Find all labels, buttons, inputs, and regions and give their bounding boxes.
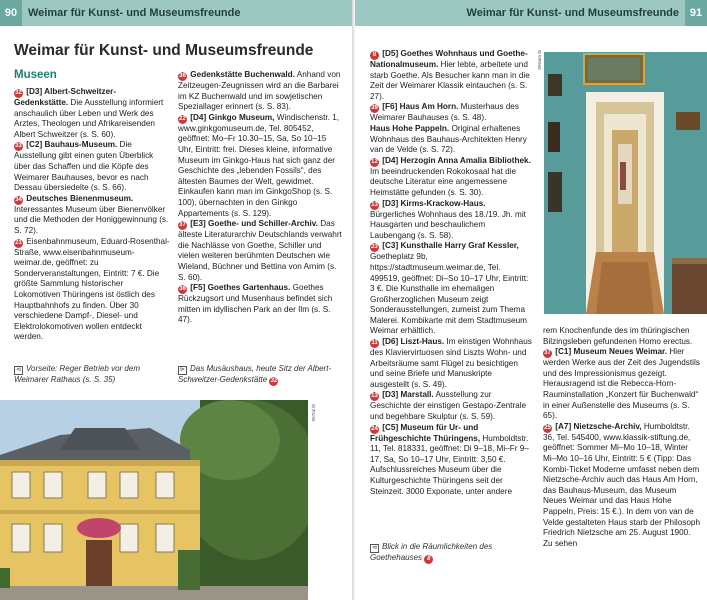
entry-heading: [C3] Kunsthalle Harry Graf Kessler, (382, 241, 519, 251)
text-column-2 (178, 70, 342, 326)
entry (370, 156, 532, 199)
entry-body: Interessantes Museum über Bienenvölker und die Methoden der Honiggewinnung (s. S. 72). (14, 204, 169, 235)
entry-body: Im beeindruckenden Rokokosaal hat die deutsche Literatur eine angemessene Heimstätte gefunden (s. S. 30). (370, 166, 517, 197)
caption-text: Vorseite: Reger Betrieb vor dem Weimarer Rathaus (s. S. 35) (14, 364, 140, 384)
caption-text: Blick in die Räumlichkeiten des Goethehauses (370, 542, 493, 562)
marker-badge: 34 (15, 196, 22, 203)
photo-goethehaus-interior (544, 52, 707, 314)
entry-body: Die Ausstellung informiert anschaulich über Leben und Werk des Arztes, Theologen und Afrikareisenden Albert Schweitzer (s. S. 60). (14, 98, 164, 139)
entry-body: Musterhaus des Weimarer Bauhauses (s. S. 48). (370, 102, 519, 123)
marker-badge: 39 (371, 105, 378, 112)
entry-body: Goethes Rückzugsort und Musenhaus befindet sich mitten im idyllischen Park an der Ilm (s. S. 47). (178, 283, 333, 325)
photo-musaeushaus (0, 400, 308, 600)
marker-badge: 22 (179, 115, 186, 122)
entry (178, 70, 342, 113)
page-number-right: 91 (685, 0, 707, 26)
section-heading: Museen (14, 69, 57, 81)
entry-body: Goetheplatz 9b, https://stadtmuseum.weimar.de, Tel. 499519, geöffnet: Di–So 10–17 Uhr, Eintritt: 3 €. Die Kunsthalle im ehemaligen Großherzoglichen Museum zeigt Sonderausstellungen, zumeist zum Thema Malerei. Kombikarte mit dem Stadtmuseum Weimar erhältlich. (370, 252, 529, 336)
entry-heading: Deutsches Bienenmuseum. (26, 193, 134, 203)
book-gutter (352, 0, 355, 600)
entry-body: Das älteste Literaturarchiv Deutschlands verwahrt die Nachlässe von Goethe, Schiller und vielen weiteren berühmten Deutschen wie Wieland, Büchner und Bettina von Arnim (s. S. 60). (178, 219, 342, 282)
entry (543, 326, 701, 347)
text-column-1 (14, 87, 170, 343)
entry (178, 113, 342, 219)
entry (370, 390, 532, 422)
entry-heading: [D4] Ginkgo Museum, (190, 112, 275, 122)
marker-badge: 23 (371, 244, 378, 251)
entry-body: Humboldtstr. 36, Tel. 545400, www.klassik-stiftung.de, geöffnet: Sommer Mi–Mo 10–18, Winter Mi–Mo 10–16 Uhr, Eintritt: 5 € (Tipp: Das Kombi-Ticket Moderne umfasst neben dem Nietzsche-Archiv auch das Haus Am Horn, das Bauhaus-Museum, das Museum Neues Weimar und das Haus Hohe Pappeln, Preis: 15 €.). In dem von van de Velde gestalteten Haus starb der Philosoph Friedrich Nietzsche am 25. August 1900. Zu sehen (543, 421, 701, 548)
photo-credit-right: 095wm tb (537, 50, 542, 70)
entry-body: rem Knochenfunde des im thüringischen Bilzingsleben gefundenen Homo erectus. (543, 326, 693, 346)
house-illustration (0, 400, 308, 600)
entry-body: Im einstigen Wohnhaus des Klaviervirtuosen sind Liszts Wohn- und Arbeitsräume samt Flügel zu besichtigen und seine Briefe und Manuskripte ausgestellt (s. S. 49). (370, 337, 532, 389)
entry-body: Humboldtstr. 11, Tel. 818331, geöffnet: Di 9–18, Mi–Fr 9–17, Sa, So 10–17 Uhr, Eintritt: 3,50 €. Aufschlussreiches Museum über die Kulturgeschichte Thüringens seit der Steinzeit. 3000 Exponate, unter andere (370, 433, 529, 496)
marker-badge: 8 (424, 555, 433, 564)
entry-body: Windischenstr. 1, www.ginkgomuseum.de, Tel. 805452, geöffnet: Mo–Fr 10.30–15, Sa, So 10–15 Uhr, Eintritt: frei. Dieses kleine, informative Museum im Ginkgo-Haus hat sich ganz der Geschichte des „lebenden Fossils“, des ältesten Baumes der Welt, gewidmet. Einkaufen kann man im GinkgoShop (s. S. 100), übernachten in den Ginkgo Appartements (s. S. 129). (178, 112, 340, 218)
entry (370, 124, 532, 156)
entry-body: Ausstellung zur Geschichte der einstigen Gestapo-Zentrale und begehbare Skulptur (s. S. 59). (370, 390, 527, 422)
marker-badge: 21 (15, 239, 22, 246)
marker-badge: 36 (179, 73, 186, 79)
entry (370, 49, 532, 102)
entry (178, 283, 342, 326)
entry-body: Anhand von Zeitzeugen-Zeugnissen wird an die Barbarei im KZ Buchenwald und im sowjetischen Speziallager erinnert (s. S. 83). (178, 70, 341, 112)
entry-heading: Haus Hohe Pappeln. (370, 123, 450, 133)
entry-heading: [A7] Nietzsche-Archiv, (555, 421, 642, 431)
page-title: Weimar für Kunst- und Museumsfreunde (14, 42, 314, 59)
marker-badge: 37 (179, 222, 186, 229)
entry-body: Eisenbahnmuseum, Eduard-Rosenthal-Straße, www.eisenbahnmuseum-weimar.de, geöffnet: zu Sonderveranstaltungen, Eintritt: 7 €. Die größte Sammlung historischer Lokomotiven Thüringens ist östlich des Hauptbahnhofs zu finden. Über 30 verschiedene Dampf-, Diesel- und Elektrolokomotiven wollen entdeckt werden. (14, 236, 170, 342)
text-column-3 (370, 49, 532, 497)
entry-heading: [D3] Albert-Schweitzer-Gedenkstätte. (14, 87, 117, 107)
entry-heading: [F5] Goethes Gartenhaus. (190, 283, 291, 293)
entry (370, 337, 532, 390)
marker-badge: 38 (179, 286, 186, 293)
arrow-right-icon: ⊳ (179, 367, 186, 373)
entry (543, 422, 701, 550)
entry-heading: [C5] Museum für Ur- und Frühgeschichte Thüringens, (370, 422, 481, 443)
entry (370, 241, 532, 337)
marker-badge: 12 (371, 158, 378, 165)
entry-body: Bürgerliches Wohnhaus des 18./19. Jh. mit Hausgarten und beschaulichem Laubengang (s. S. 58). (370, 209, 526, 240)
marker-badge: 13 (371, 393, 378, 400)
photo-credit-left: 067ml tb (311, 404, 316, 422)
marker-badge: 32 (15, 90, 22, 96)
entry-body: Hier lebte, arbeitete und starb Goethe. Als Besucher kann man in die Zeit der Weimarer Klassik eintauchen (s. S. 27). (370, 60, 530, 101)
marker-badge: 37 (544, 350, 551, 357)
entry (370, 102, 532, 124)
entry (14, 87, 170, 140)
entry (14, 140, 170, 193)
entry-heading: [F6] Haus Am Horn. (382, 102, 459, 112)
marker-badge: 11 (371, 340, 378, 347)
entry (14, 237, 170, 343)
entry (370, 199, 532, 242)
marker-badge: 13 (371, 201, 378, 208)
entry (178, 219, 342, 283)
entry (370, 423, 532, 498)
entry-body: Original erhaltenes Wohnhaus des Bauhaus-Architekten Henry van de Velde (s. S. 72). (370, 123, 527, 155)
entry-heading: [E3] Goethe- und Schiller-Archiv. (190, 219, 318, 229)
arrow-left-icon: ⊲ (371, 545, 378, 551)
page-number-left: 90 (0, 0, 22, 26)
caption-goethehaus (370, 542, 530, 564)
entry-heading: [D3] Marstall. (382, 390, 434, 400)
running-title-left: Weimar für Kunst- und Museumsfreunde (28, 7, 241, 19)
entry-heading: Gedenkstätte Buchenwald. (190, 70, 295, 79)
arrow-left-icon: ⊲ (15, 367, 22, 373)
marker-badge: 33 (15, 143, 22, 150)
running-title-right: Weimar für Kunst- und Museumsfreunde (466, 7, 679, 19)
entry-heading: [D6] Liszt-Haus. (382, 337, 445, 347)
marker-badge: 25 (544, 424, 551, 431)
entry-heading: [D3] Kirms-Krackow-Haus. (382, 198, 486, 208)
entry-heading: [C1] Museum Neues Weimar. (555, 347, 668, 357)
caption-text: Das Musäushaus, heute Sitz der Albert-Schweitzer-Gedenkstätte (178, 364, 332, 384)
text-column-4 (543, 326, 701, 549)
entry-body: Hier werden Werke aus der Zeit des Jugendstils und des Impressionismus gezeigt. Herausragend ist die Rebecca-Horn-Rauminstallation „Konzert für Buchenwald“ in einer Außenstelle des Museums (s. S. 65). (543, 347, 700, 421)
entry-heading: [D4] Herzogin Anna Amalia Bibliothek. (382, 155, 531, 165)
entry-heading: [D5] Goethes Wohnhaus und Goethe-Nationalmuseum. (370, 49, 528, 69)
interior-illustration (544, 52, 707, 314)
entry (14, 194, 170, 237)
caption-previous-page (14, 364, 164, 386)
entry (543, 347, 701, 422)
caption-photo (178, 364, 348, 386)
entry-body: Die Ausstellung gibt einen guten Überblick über das Schaffen und die Köpfe des Weimarer Bauhauses, bevor es nach Dessau übersiedelte (s. S. 66). (14, 140, 154, 193)
entry-heading: [C2] Bauhaus-Museum. (26, 140, 118, 150)
marker-badge: 8 (370, 51, 379, 60)
marker-badge: 32 (270, 378, 278, 384)
marker-badge: 24 (371, 425, 378, 432)
